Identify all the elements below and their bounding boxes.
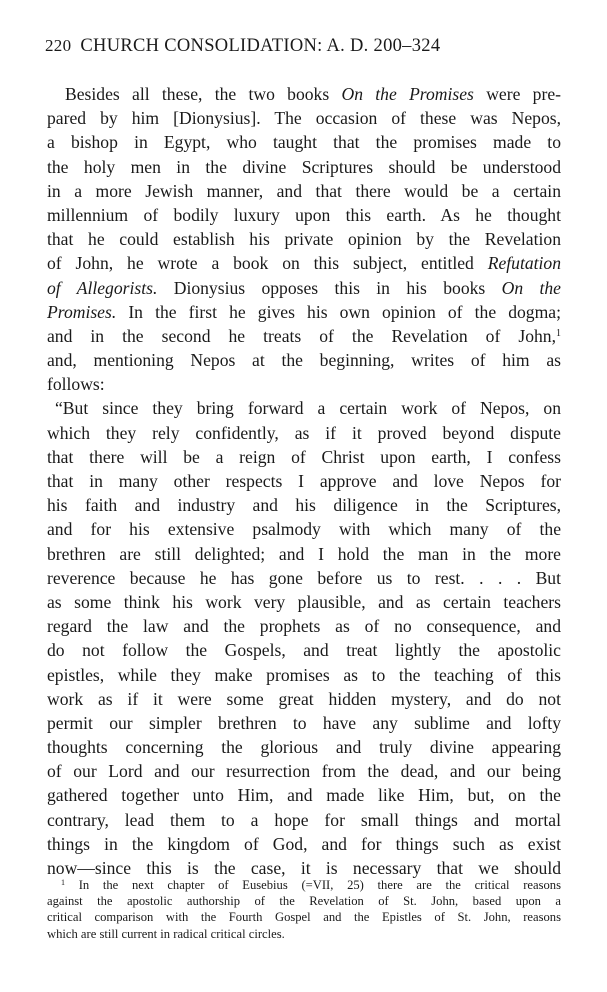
main-text — [47, 82, 561, 880]
text-line: of John, he wrote a book on this subject, entitled Refutation — [47, 253, 561, 274]
text-line: that he could establish his private opinion by the Revelation — [47, 229, 561, 250]
running-title: CHURCH CONSOLIDATION: A. D. 200–324 — [80, 36, 441, 56]
text-line: epistles, while they make promises as to the teaching of this — [47, 664, 561, 685]
text-line: brethren are still delighted; and I hold the man in the more — [47, 543, 561, 564]
footnote-line: $^1$ In the next chapter of Eusebius (=VII, 25) there are the critical reasons — [61, 878, 561, 892]
text-line: pared by him [Dionysius]. The occasion of these was Nepos, — [47, 108, 561, 129]
text-line: do not follow the Gospels, and treat lightly the apostolic — [47, 640, 561, 661]
text-line: that in many other respects I approve and love Nepos for — [47, 471, 561, 491]
text-line: the holy men in the divine Scriptures should be understood — [47, 156, 561, 177]
text-line: “But since they bring forward a certain work of Nepos, on — [55, 398, 561, 419]
footnote — [47, 877, 561, 942]
text-line: in a more Jewish manner, and that there would be a certain — [47, 180, 561, 201]
text-line: his faith and industry and his diligence in the Scriptures, — [47, 495, 561, 516]
text-line: things in the kingdom of God, and for things such as exist — [47, 833, 561, 854]
text-line: Promises. In the first he gives his own opinion of the dogma; — [47, 301, 561, 322]
text-line: gathered together unto Him, and made like Him, but, on the — [47, 785, 561, 806]
text-line: and in the second he treats of the Revelation of John,$^1$ — [47, 325, 561, 346]
text-line: of our Lord and our resurrection from the dead, and our being — [47, 761, 561, 782]
text-line: that there will be a reign of Christ upon earth, I confess — [47, 446, 561, 467]
text-line: work as if it were some great hidden mystery, and do not — [47, 688, 561, 709]
text-line: follows: — [47, 374, 105, 395]
text-line: millennium of bodily luxury upon this earth. As he thought — [47, 204, 561, 225]
text-line: and, mentioning Nepos at the beginning, writes of him as — [47, 350, 561, 371]
text-line: a bishop in Egypt, who taught that the promises made to — [47, 132, 561, 153]
text-line: reverence because he has gone before us to rest. . . . But — [47, 567, 561, 588]
footnote-line: critical comparison with the Fourth Gospel and the Epistles of St. John, reasons — [47, 910, 561, 925]
text-line: thoughts concerning the glorious and truly divine appearing — [47, 737, 561, 758]
footnote-marker: 1 — [61, 878, 65, 887]
page-number: 220 — [45, 36, 72, 55]
text-line: of Allegorists. Dionysius opposes this in his books On the — [47, 277, 561, 298]
text-line: contrary, lead them to a hope for small things and mortal — [47, 809, 561, 830]
text-line: permit our simpler brethren to have any sublime and lofty — [47, 712, 561, 733]
footnote-line: which are still current in radical critical circles. — [47, 926, 285, 941]
text-line: now—since this is the case, it is necessary that we should — [47, 858, 561, 878]
text-line: which they rely confidently, as if it proved beyond dispute — [47, 422, 561, 443]
text-line: regard the law and the prophets as of no consequence, and — [47, 616, 561, 637]
text-line: and for his extensive psalmody with which many of the — [47, 519, 561, 540]
footnote-line: against the apostolic authorship of the Revelation of St. John, based upon a — [47, 894, 561, 909]
text-line: as some think his work very plausible, and as certain teachers — [47, 591, 561, 612]
text-line: Besides all these, the two books On the Promises were pre- — [65, 84, 561, 104]
footnote-ref: 1 — [556, 327, 561, 339]
page-header — [45, 36, 565, 57]
